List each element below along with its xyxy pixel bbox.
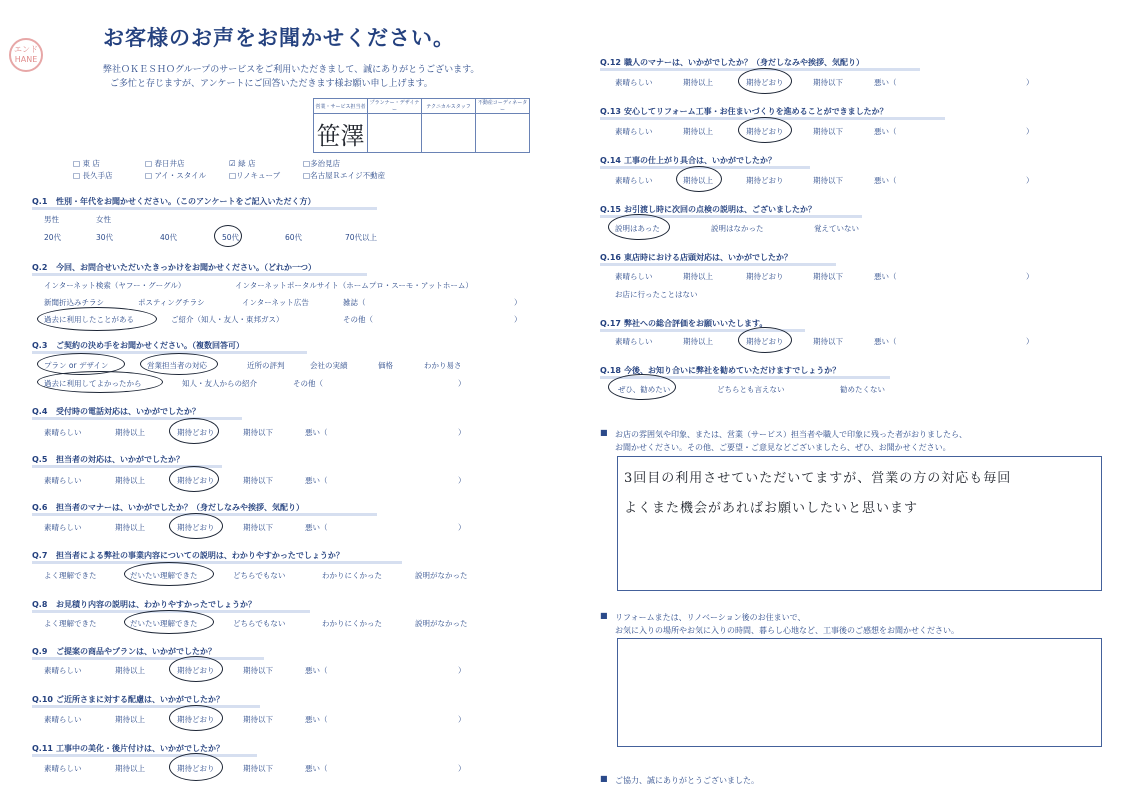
staff-cell[interactable]: [476, 114, 530, 153]
section-bullet-icon: ■: [600, 774, 608, 783]
answer-circle: [169, 705, 223, 731]
option[interactable]: 期待以上: [683, 78, 713, 87]
question-q7: Q.7 担当者による弊社の事業内容についての説明は、わかりやすかったでしょうか？: [32, 551, 344, 560]
option[interactable]: 悪い（: [305, 666, 328, 675]
answer-circle: [738, 68, 792, 94]
comment-box-2[interactable]: [617, 638, 1102, 747]
option-selected[interactable]: プラン or デザイン: [44, 361, 109, 370]
option-selected[interactable]: 50代: [222, 233, 240, 242]
option[interactable]: インターネットポータルサイト（ホームプロ・スーモ・アットホーム）: [235, 281, 473, 290]
answer-circle: [608, 214, 670, 240]
closing-message: ご協力、誠にありがとうございました。: [615, 776, 759, 785]
answer-circle: [214, 225, 242, 247]
option-selected[interactable]: だいたい理解できた: [130, 619, 198, 628]
option[interactable]: 素晴らしい: [44, 764, 82, 773]
option[interactable]: どちらでもない: [233, 571, 286, 580]
option[interactable]: 勧めたくない: [840, 385, 885, 394]
staff-header: 営業・サービス担当者: [314, 99, 368, 114]
option-selected[interactable]: 過去に利用してよかったから: [44, 379, 142, 388]
question-q8: Q.8 お見積り内容の説明は、わかりやすかったでしょうか？: [32, 600, 256, 609]
option: ）: [458, 379, 466, 388]
option-selected[interactable]: 期待どおり: [746, 127, 784, 136]
option[interactable]: 期待以上: [115, 476, 145, 485]
question-q14: Q.14 工事の仕上がり具合は、いかがでしたか？: [600, 156, 776, 165]
question-q13: Q.13 安心してリフォーム工事・お住まいづくりを進めることができましたか？: [600, 107, 888, 116]
option-selected[interactable]: 期待どおり: [177, 666, 215, 675]
option[interactable]: その他（: [343, 315, 373, 324]
option[interactable]: 期待以下: [243, 666, 273, 675]
option-selected[interactable]: 期待どおり: [177, 715, 215, 724]
answer-circle: [169, 418, 219, 444]
option-selected[interactable]: 過去に利用したことがある: [44, 315, 134, 324]
option[interactable]: 素晴らしい: [615, 78, 653, 87]
question-q6: Q.6 担当者のマナーは、いかがでしたか？（身だしなみや挨拶、気配り）: [32, 503, 304, 512]
option[interactable]: 期待以下: [243, 523, 273, 532]
option[interactable]: ポスティングチラシ: [138, 298, 205, 307]
option[interactable]: 70代以上: [345, 233, 378, 242]
option[interactable]: 期待以下: [813, 127, 843, 136]
option[interactable]: 価格: [378, 361, 393, 370]
answer-circle: [169, 513, 223, 539]
option[interactable]: 素晴らしい: [615, 337, 653, 346]
option[interactable]: 素晴らしい: [44, 476, 82, 485]
option[interactable]: 雑誌（: [343, 298, 366, 307]
question-q16: Q.16 東店時における店頭対応は、いかがでしたか？: [600, 253, 792, 262]
answer-circle: [140, 353, 218, 375]
question-q12: Q.12 職人のマナーは、いかがでしたか？（身だしなみや挨拶、気配り）: [600, 58, 864, 67]
question-q17: Q.17 弊社への総合評価をお願いいたします。: [600, 319, 768, 328]
intro-line-2: ご多忙と存じますが、アンケートにご回答いただきます様お願い申し上げます。: [110, 79, 433, 89]
section2-prompt-1: リフォームまたは、リノベーション後のお住まいで、: [615, 613, 806, 622]
option[interactable]: 期待以下: [243, 476, 273, 485]
answer-circle: [124, 562, 214, 586]
option[interactable]: 期待以上: [115, 428, 145, 437]
option[interactable]: 素晴らしい: [44, 666, 82, 675]
option: ）: [458, 764, 466, 773]
option[interactable]: 悪い（: [874, 272, 897, 281]
option[interactable]: 期待以下: [243, 764, 273, 773]
option[interactable]: 新聞折込みチラシ: [44, 298, 104, 307]
option[interactable]: わかりにくかった: [322, 571, 382, 580]
option: ）: [458, 666, 466, 675]
option[interactable]: 説明がなかった: [415, 619, 468, 628]
staff-header: プランナー・デザイナー: [368, 99, 422, 114]
staff-cell[interactable]: [422, 114, 476, 153]
section-bullet-icon: ■: [600, 428, 608, 437]
handwritten-comment-line-2: よくまた機会があればお願いしたいと思います: [624, 501, 919, 516]
option[interactable]: 期待以上: [683, 127, 713, 136]
option: ）: [458, 715, 466, 724]
option[interactable]: 期待以下: [813, 176, 843, 185]
form-title: お客様のお声をお聞かせください。: [103, 26, 455, 50]
question-q11: Q.11 工事中の美化・後片付けは、いかがでしたか？: [32, 744, 224, 753]
option-selected[interactable]: 期待どおり: [746, 78, 784, 87]
intro-line-1: 弊社ＯＫＥＳＨＯグループのサービスをご利用いただきまして、誠にありがとうございます。: [103, 65, 480, 75]
question-q9: Q.9 ご提案の商品やプランは、いかがでしたか？: [32, 647, 216, 656]
section2-prompt-2: お気に入りの場所やお気に入りの時間、暮らし心地など、工事後のご感想をお聞かせください。: [615, 626, 959, 635]
company-seal: エンド HANE: [9, 38, 43, 72]
option[interactable]: 期待以上: [115, 666, 145, 675]
store-option[interactable]: □多治見店: [303, 159, 341, 168]
option[interactable]: 20代: [44, 233, 62, 242]
store-option[interactable]: □ 春日井店: [145, 159, 185, 168]
option[interactable]: よく理解できた: [44, 619, 97, 628]
option-selected[interactable]: ぜひ、勧めたい: [618, 385, 671, 394]
option[interactable]: 素晴らしい: [615, 176, 653, 185]
option[interactable]: 素晴らしい: [44, 523, 82, 532]
option: ）: [1026, 127, 1034, 136]
option[interactable]: 悪い（: [305, 428, 328, 437]
section-bullet-icon: ■: [600, 611, 608, 620]
option[interactable]: その他（: [293, 379, 323, 388]
answer-circle: [738, 327, 792, 353]
section1-prompt-2: お聞かせください。その他、ご要望・ご意見などございましたら、ぜひ、お聞かせください。: [615, 443, 951, 452]
option: ）: [514, 298, 522, 307]
store-option[interactable]: □ 東 店: [73, 159, 100, 168]
staff-header: テクニカルスタッフ: [422, 99, 476, 114]
option[interactable]: 期待どおり: [746, 176, 784, 185]
question-q18: Q.18 今後、お知り合いに弊社を勧めていただけますでしょうか？: [600, 366, 841, 375]
option-selected[interactable]: 期待どおり: [177, 428, 215, 437]
answer-circle: [608, 374, 676, 400]
store-option[interactable]: □ 長久手店: [73, 171, 113, 180]
option[interactable]: どちらでもない: [233, 619, 286, 628]
question-q1: Q.1 性別・年代をお聞かせください。（このアンケートをご記入いただく方）: [32, 197, 316, 206]
staff-name: 笹澤: [316, 121, 365, 150]
question-q10: Q.10 ご近所さまに対する配慮は、いかがでしたか？: [32, 695, 224, 704]
section1-prompt-1: お店の雰囲気や印象、または、営業（サービス）担当者や職人で印象に残った者がおりましたら、: [615, 430, 967, 439]
option[interactable]: 60代: [285, 233, 303, 242]
comment-box-1[interactable]: [617, 456, 1102, 591]
option[interactable]: 女性: [96, 215, 111, 224]
answer-circle: [676, 166, 722, 192]
staff-table: [313, 98, 530, 153]
answer-circle: [169, 753, 223, 781]
handwritten-comment-line-1: 3回目の利用させていただいてますが、営業の方の対応も毎回: [624, 471, 1012, 486]
store-option[interactable]: □リノキューブ: [229, 171, 281, 180]
option[interactable]: 期待以下: [813, 272, 843, 281]
option: ）: [458, 428, 466, 437]
option[interactable]: 近所の評判: [247, 361, 285, 370]
option[interactable]: 40代: [160, 233, 178, 242]
option[interactable]: 覚えていない: [814, 224, 859, 233]
option[interactable]: 素晴らしい: [44, 428, 82, 437]
option[interactable]: 男性: [44, 215, 59, 224]
option-selected[interactable]: 期待以上: [683, 176, 713, 185]
option: ）: [458, 476, 466, 485]
store-option[interactable]: □ アイ・スタイル: [145, 171, 207, 180]
answer-circle: [37, 371, 163, 393]
option[interactable]: 悪い（: [874, 337, 897, 346]
option[interactable]: 素晴らしい: [44, 715, 82, 724]
option-selected[interactable]: 期待どおり: [746, 337, 784, 346]
option[interactable]: お店に行ったことはない: [615, 290, 698, 299]
option-selected[interactable]: 期待どおり: [177, 523, 215, 532]
answer-circle: [738, 117, 792, 143]
option[interactable]: インターネット広告: [242, 298, 309, 307]
option[interactable]: 悪い（: [305, 523, 328, 532]
answer-circle: [37, 307, 157, 331]
option: ）: [514, 315, 522, 324]
question-q15: Q.15 お引渡し時に次回の点検の説明は、ございましたか？: [600, 205, 816, 214]
option[interactable]: 説明はなかった: [711, 224, 764, 233]
option-selected[interactable]: 営業担当者の対応: [147, 361, 207, 370]
option[interactable]: 悪い（: [305, 764, 328, 773]
option-selected[interactable]: 期待どおり: [177, 476, 215, 485]
option[interactable]: 期待以下: [243, 715, 273, 724]
option[interactable]: 素晴らしい: [615, 127, 653, 136]
option[interactable]: 期待以下: [813, 337, 843, 346]
option[interactable]: 期待以下: [243, 428, 273, 437]
option[interactable]: 悪い（: [305, 476, 328, 485]
option[interactable]: 期待以上: [115, 715, 145, 724]
answer-circle: [169, 466, 219, 492]
question-q2: Q.2 今回、お問合せいただいたきっかけをお聞かせください。（どれか一つ）: [32, 263, 316, 272]
option[interactable]: 説明がなかった: [415, 571, 468, 580]
option[interactable]: 悪い（: [874, 176, 897, 185]
option[interactable]: よく理解できた: [44, 571, 97, 580]
staff-header: 不動産コーディネーター: [476, 99, 530, 114]
option[interactable]: ご紹介（知人・友人・東邦ガス）: [171, 315, 284, 324]
option[interactable]: 30代: [96, 233, 114, 242]
option: ）: [1026, 272, 1034, 281]
option[interactable]: 素晴らしい: [615, 272, 653, 281]
option: ）: [1026, 78, 1034, 87]
option[interactable]: 期待以上: [115, 764, 145, 773]
option[interactable]: 期待以上: [683, 337, 713, 346]
staff-cell[interactable]: [368, 114, 422, 153]
option[interactable]: わかり易さ: [424, 361, 462, 370]
answer-circle: [169, 656, 223, 682]
option: ）: [1026, 337, 1034, 346]
option[interactable]: 期待以上: [683, 272, 713, 281]
option[interactable]: 会社の実績: [310, 361, 348, 370]
option[interactable]: 知人・友人からの紹介: [182, 379, 257, 388]
option: ）: [458, 523, 466, 532]
option: ）: [1026, 176, 1034, 185]
option[interactable]: 期待どおり: [746, 272, 784, 281]
option[interactable]: 悪い（: [874, 78, 897, 87]
option[interactable]: わかりにくかった: [322, 619, 382, 628]
option[interactable]: 悪い（: [874, 127, 897, 136]
staff-name-cell[interactable]: [314, 114, 368, 153]
option-selected[interactable]: 期待どおり: [177, 764, 215, 773]
question-q5: Q.5 担当者の対応は、いかがでしたか？: [32, 455, 184, 464]
store-option-checked[interactable]: ☑ 緑 店: [229, 159, 256, 168]
option-selected[interactable]: だいたい理解できた: [130, 571, 198, 580]
answer-circle: [124, 610, 214, 634]
option[interactable]: 期待以上: [115, 523, 145, 532]
question-q4: Q.4 受付時の電話対応は、いかがでしたか？: [32, 407, 200, 416]
option[interactable]: 悪い（: [305, 715, 328, 724]
question-q3: Q.3 ご契約の決め手をお聞かせください。（複数回答可）: [32, 341, 244, 350]
option[interactable]: インターネット検索（ヤフー・グーグル）: [44, 281, 186, 290]
option[interactable]: 期待以下: [813, 78, 843, 87]
option-selected[interactable]: 説明はあった: [615, 224, 660, 233]
option[interactable]: どちらとも言えない: [717, 385, 785, 394]
store-option[interactable]: □名古屋Ｒエイジ不動産: [303, 171, 386, 180]
